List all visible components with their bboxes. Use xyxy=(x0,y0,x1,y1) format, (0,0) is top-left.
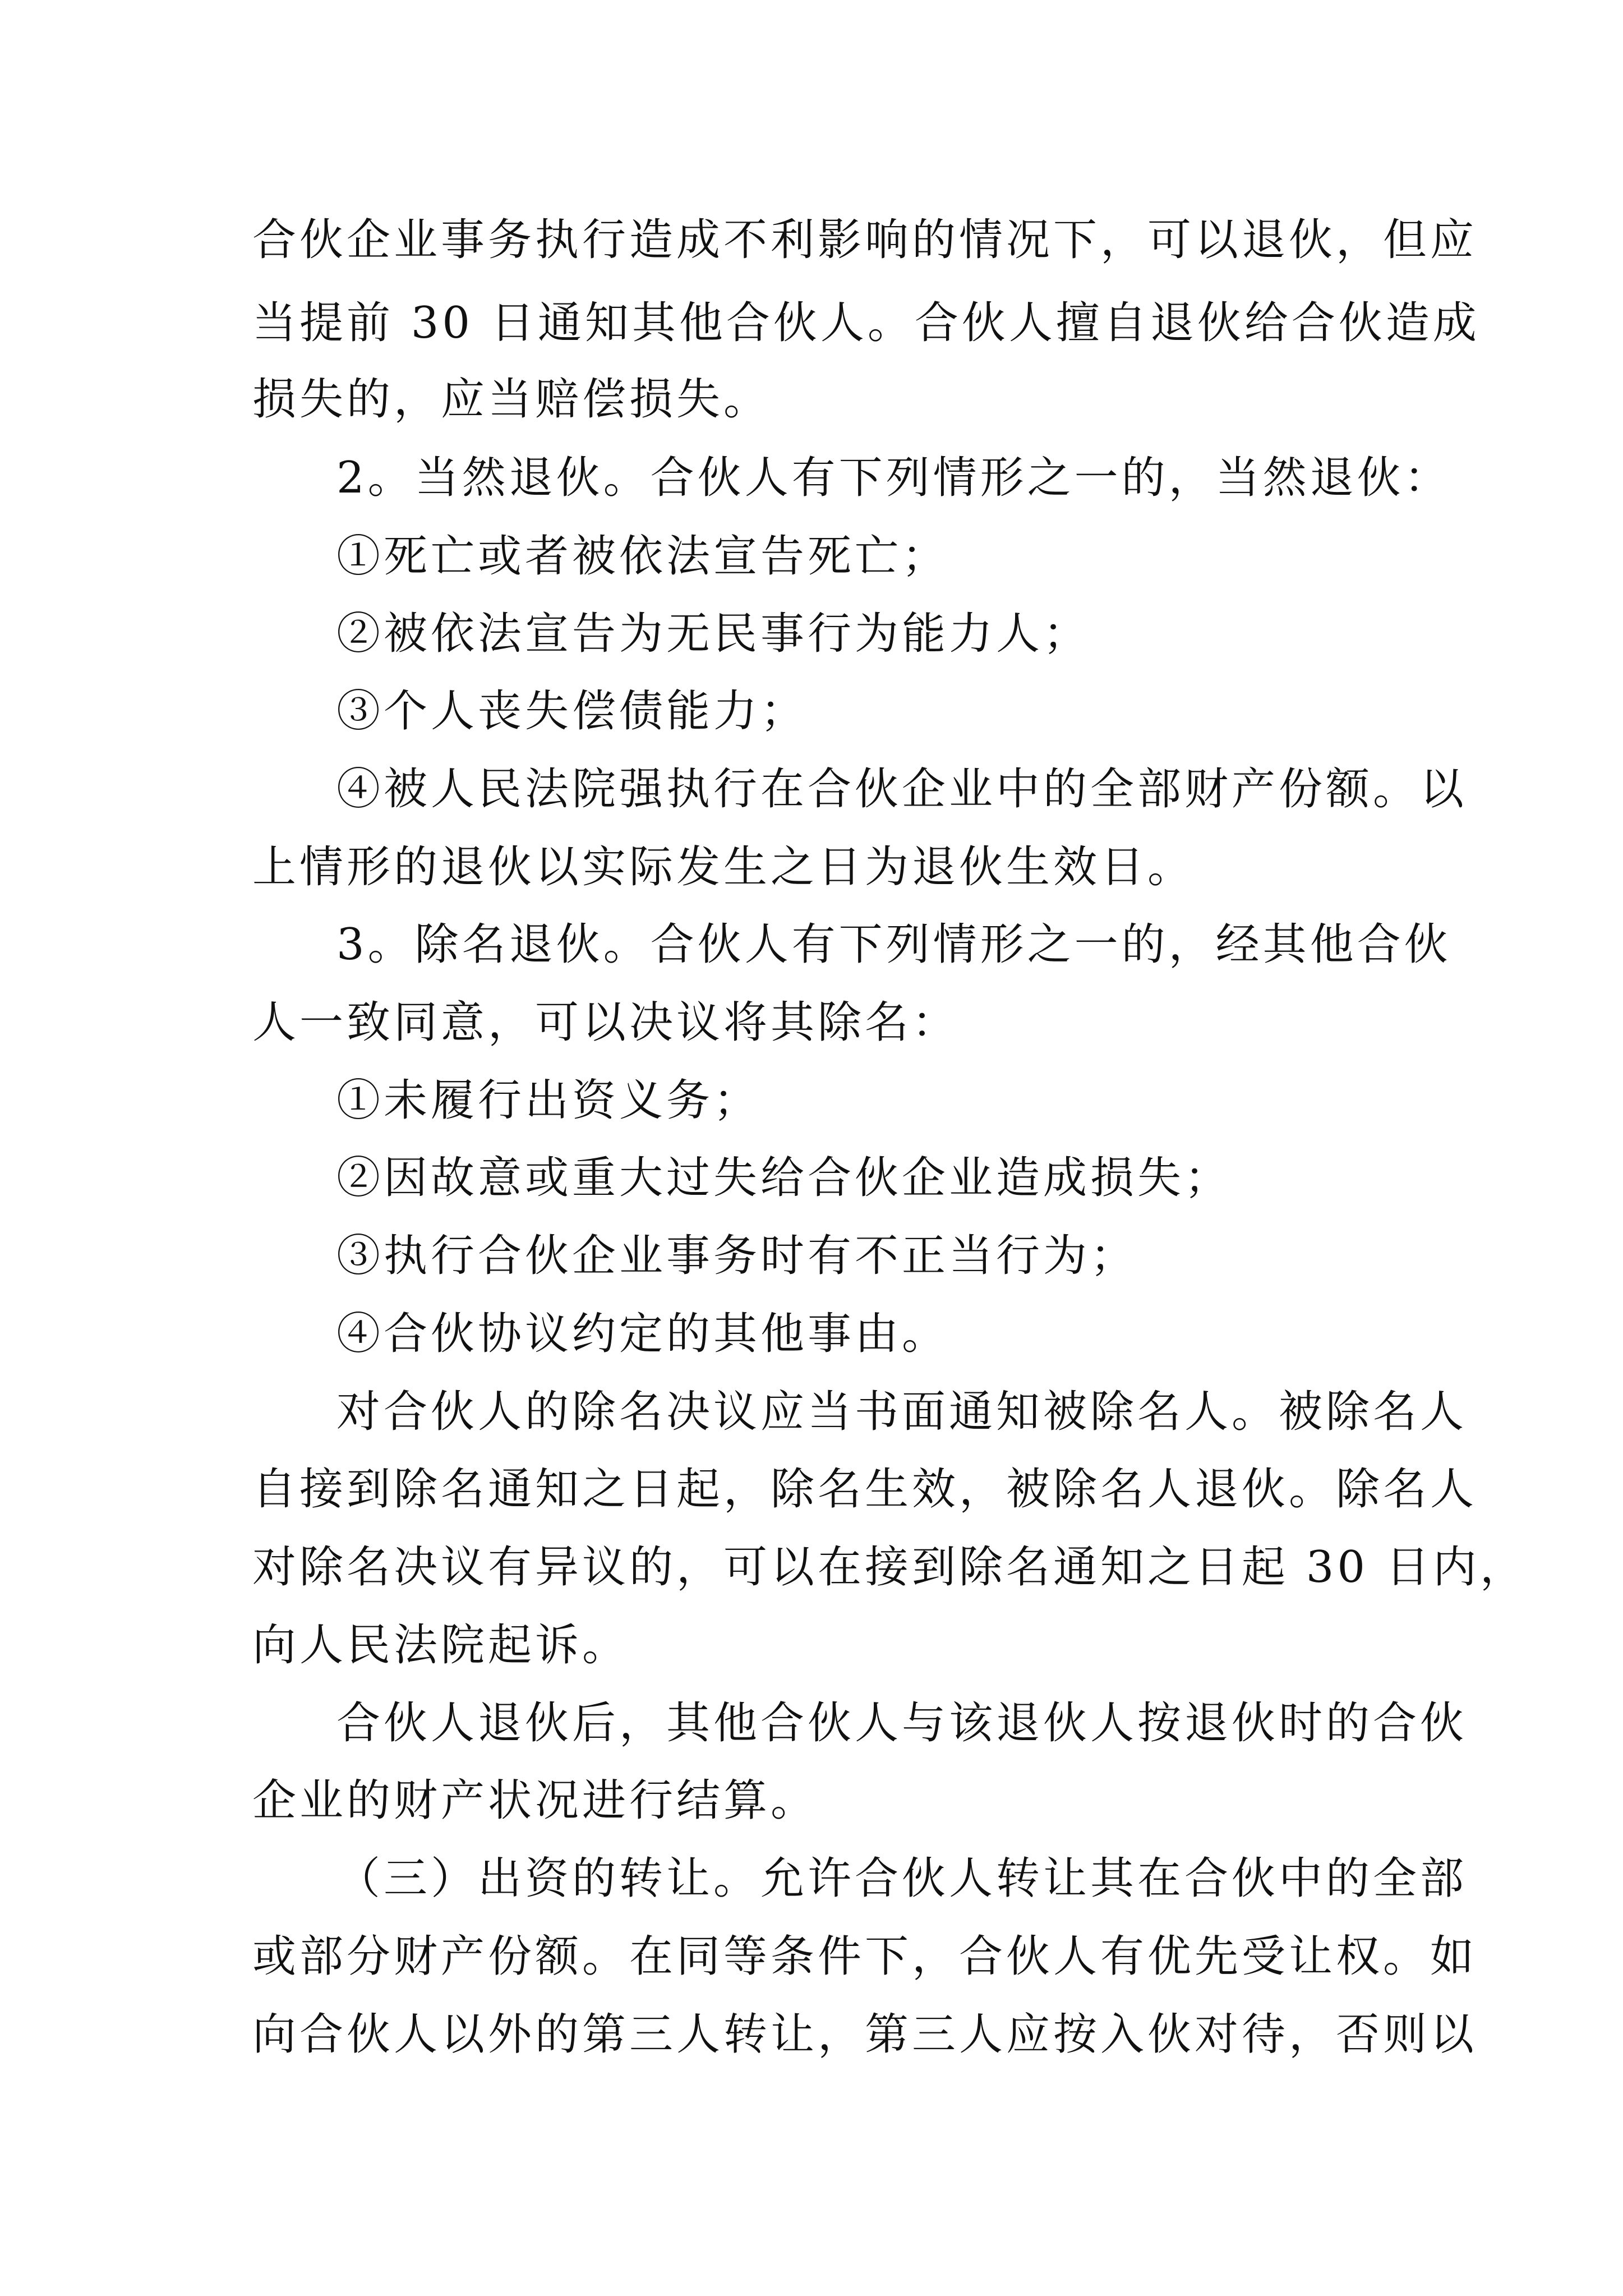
text-line: 合伙企业事务执行造成不利影响的情况下，可以退伙，但应 xyxy=(252,215,1478,265)
text-line: 上情形的退伙以实际发生之日为退伙生效日。 xyxy=(252,842,1195,892)
text-line: 对除名决议有异议的，可以在接到除名通知之日起 30 日内， xyxy=(252,1542,1527,1593)
text-line: ②被依法宣告为无民事行为能力人； xyxy=(336,609,1091,659)
text-line: 人一致同意，可以决议将其除名： xyxy=(252,997,960,1048)
text-line: ①死亡或者被依法宣告死亡； xyxy=(336,531,949,582)
text-line: （三）出资的转让。允许合伙人转让其在合伙中的全部 xyxy=(336,1853,1468,1904)
text-line: ②因故意或重大过失给合伙企业造成损失； xyxy=(336,1153,1232,1203)
text-line: 自接到除名通知之日起，除名生效，被除名人退伙。除名人 xyxy=(252,1464,1478,1515)
text-line: 向人民法院起诉。 xyxy=(252,1620,630,1671)
text-line: 3。除名退伙。合伙人有下列情形之一的，经其他合伙 xyxy=(336,919,1451,970)
text-line: 向合伙人以外的第三人转让，第三人应按入伙对待，否则以 xyxy=(252,2009,1478,2060)
text-line: ④被人民法院强执行在合伙企业中的全部财产份额。以 xyxy=(336,764,1468,815)
text-line: ③个人丧失偿债能力； xyxy=(336,686,808,737)
text-line: 合伙人退伙后，其他合伙人与该退伙人按退伙时的合伙 xyxy=(336,1698,1468,1749)
text-line: ③执行合伙企业事务时有不正当行为； xyxy=(336,1231,1138,1281)
text-line: 2。当然退伙。合伙人有下列情形之一的，当然退伙： xyxy=(336,453,1451,503)
text-line: ④合伙协议约定的其他事由。 xyxy=(336,1309,949,1359)
text-line: 当提前 30 日通知其他合伙人。合伙人擅自退伙给合伙造成 xyxy=(252,298,1480,348)
text-line: ①未履行出资义务； xyxy=(336,1075,761,1126)
text-line: 企业的财产状况进行结算。 xyxy=(252,1775,818,1826)
text-line: 或部分财产份额。在同等条件下，合伙人有优先受让权。如 xyxy=(252,1931,1478,1982)
text-line: 对合伙人的除名决议应当书面通知被除名人。被除名人 xyxy=(336,1387,1468,1437)
text-line: 损失的，应当赔偿损失。 xyxy=(252,374,771,425)
